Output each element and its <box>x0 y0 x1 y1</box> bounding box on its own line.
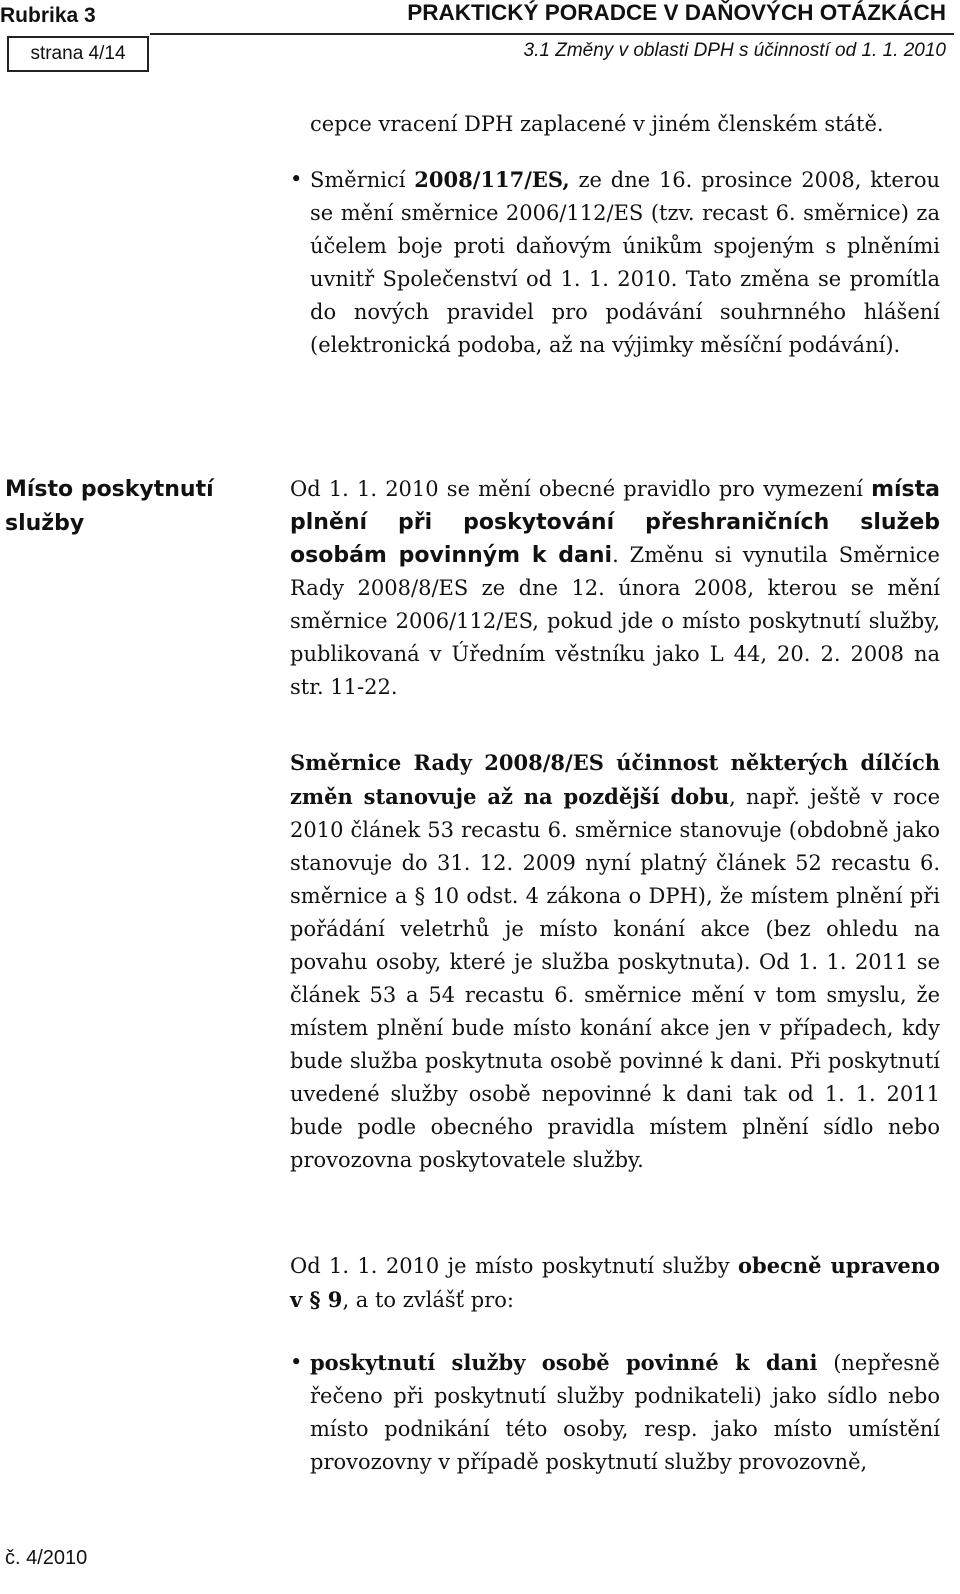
bullet-text-bold: 2008/117/ES, <box>414 167 570 192</box>
page-indicator-label: strana 4/14 <box>30 43 126 64</box>
bullet-list-taxable-person <box>290 1346 940 1479</box>
bullet-item-directive <box>290 163 940 362</box>
bullet-icon: • <box>290 167 303 191</box>
intro-text: cepce vracení DPH zaplacené v jiném členském státě. <box>310 112 884 136</box>
bullet5-post: (nepřesně řečeno při poskytnutí služby podnikateli) jako sídlo nebo místo podnikání této osoby, resp. jako místo umístění provozovny v případě poskytnutí služby provozovně, <box>310 1351 940 1474</box>
bullet-text-pre: Směrnicí <box>310 168 415 192</box>
section-sign-icon-2: § <box>309 1287 321 1312</box>
para2-pre: Od 1. 1. 2010 se mění obecné pravidlo pro vymezení <box>290 477 872 501</box>
bullet-item-taxable-person <box>290 1346 940 1479</box>
section-sign-icon: § <box>414 884 426 908</box>
para4-post: , a to zvlášť pro: <box>342 1288 514 1312</box>
header-rubrika: Rubrika 3 <box>0 4 96 27</box>
header-subtitle: 3.1 Změny v oblasti DPH s účinností od 1. 1. 2010 <box>523 40 946 61</box>
footer-issue: č. 4/2010 <box>5 1547 88 1569</box>
block-intro <box>290 108 940 362</box>
header-rule <box>150 33 954 35</box>
bullet5-bold: poskytnutí služby osobě povinné k dani <box>310 1350 818 1375</box>
bullet-icon: • <box>290 1350 303 1374</box>
paragraph-place-of-supply <box>290 473 940 704</box>
header-title: PRAKTICKÝ PORADCE V DAŇOVÝCH OTÁZKÁCH <box>407 0 946 25</box>
para3-post2: 10 odst. 4 zákona o DPH), že místem plnění při pořádání veletrhů je místo konání akce (bez ohledu na povahu osoby, které je služba poskytnuta). Od 1. 1. 2011 se článek 53 a 54 recastu 6. směrnice mění v tom smyslu, že místem plnění bude místo konání akce jen v případech, kdy bude služba poskytnuta osobě povinné k dani. Při poskytnutí uvedené služby osobě nepovinné k dani tak od 1. 1. 2011 bude podle obecného pravidla místem plnění sídlo nebo provozovna poskytovatele služby. <box>290 884 940 1172</box>
para2-post: . Změnu si vynutila Směrnice Rady 2008/8/ES ze dne 12. února 2008, kterou se mění směrnice 2006/112/ES, pokud jde o místo poskytnutí služby, publikovaná v Úředním věstníku jako L 44, 20. 2. 2008 na str. 11-22. <box>290 543 940 699</box>
para3-post1: , např. ještě v roce 2010 článek 53 recastu 6. směrnice stanovuje (obdobně jako stanovuje do 31. 12. 2009 nyní platný článek 52 recastu 6. směrnice a <box>290 785 940 908</box>
para2-bold: místa plnění při poskytování přeshraničních služeb osobám povinným k dani <box>290 477 940 568</box>
para4-bold1: obecně upraveno v <box>290 1253 940 1312</box>
para4-bold2: 9 <box>320 1287 343 1312</box>
para4-pre: Od 1. 1. 2010 je místo poskytnutí služby <box>290 1254 739 1278</box>
side-heading <box>5 473 214 541</box>
page-indicator <box>7 36 149 72</box>
side-heading-line2: služby <box>5 511 85 536</box>
bullet-text-post: ze dne 16. prosince 2008, kterou se mění směrnice 2006/112/ES (tzv. recast 6. směrnice) za účelem boje proti daňovým únikům spojeným s plněními uvnitř Společenství od 1. 1. 2010. Tato změna se promítla do nových pravidel pro podávání souhrnného hlášení (elektronická podoba, až na výjimky měsíční podávání). <box>310 168 940 357</box>
paragraph-general-rule <box>290 1249 940 1317</box>
para3-bold: Směrnice Rady 2008/8/ES účinnost některých dílčích změn stanovuje až na pozdější dobu <box>290 750 940 809</box>
side-heading-line1: Místo poskytnutí <box>5 477 214 502</box>
paragraph-directive-effect <box>290 746 940 1177</box>
